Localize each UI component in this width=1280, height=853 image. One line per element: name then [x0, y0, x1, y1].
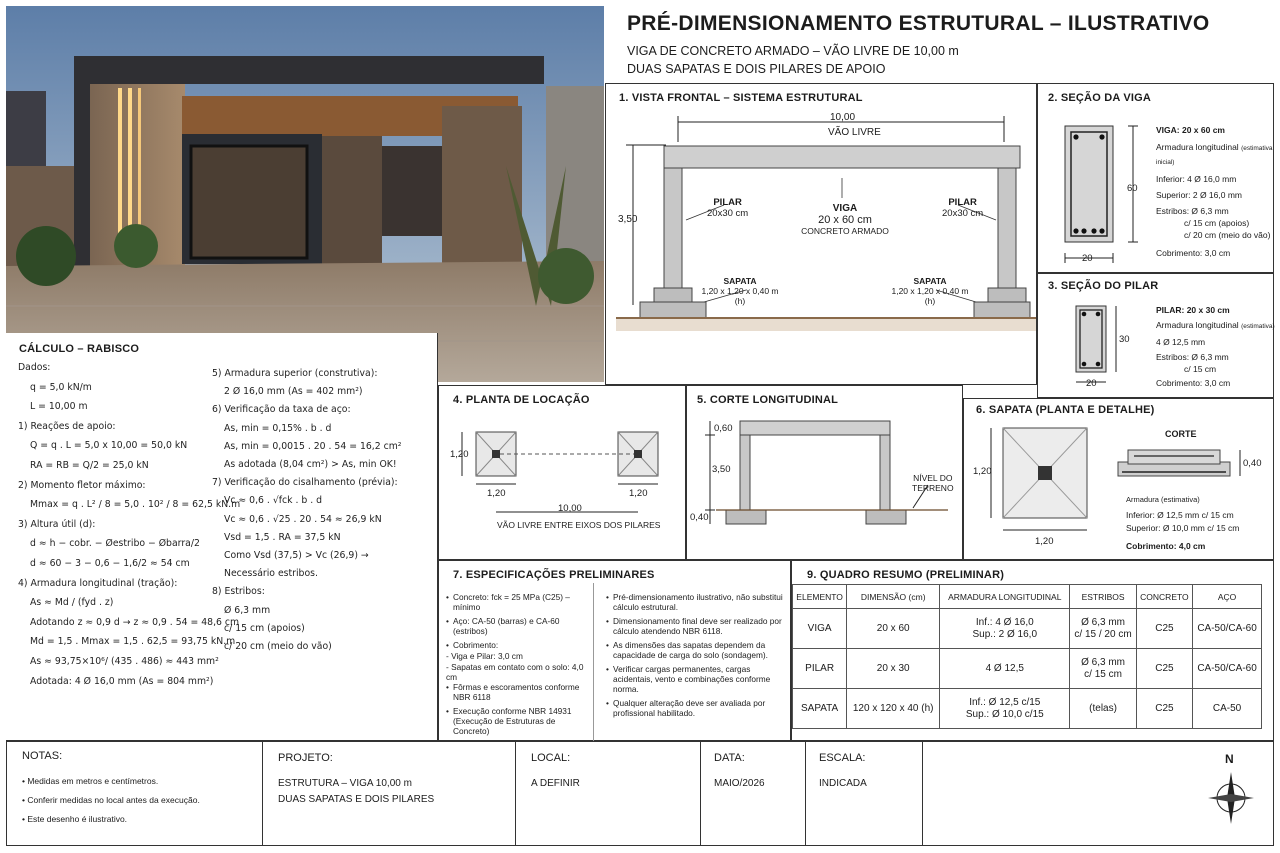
s1-pilar-left: PILAR 20x30 cm [707, 197, 749, 219]
s4-dim-a: 1,20 [487, 488, 506, 499]
table-header: DIMENSÃO (cm) [847, 585, 940, 609]
s1-pilar-right: PILAR 20x30 cm [942, 197, 984, 219]
s5-title: 5. CORTE LONGITUDINAL [697, 394, 839, 406]
s7-left-list: • Concreto: fck = 25 MPa (C25) – mínimo • Aço: CA-50 (barras) e CA-60 (estribos) • Cobrimento: - Viga e Pilar: 3,0 cm - Sapatas em contato com o solo: 4,0 cm • Fôrmas e escoramentos conforme NBR 6118 • Execução conforme NBR 14931 (Execução de Estruturas de Concreto) • [446, 592, 590, 764]
s2-specs: VIGA: 20 x 60 cm Armadura longitudinal (estimativa inicial) Inferior: 4 Ø 16,0 mm Superior: 2 Ø 16,0 mm Estribos: Ø 6,3 mm c/ 15 cm (apoios) c/ 20 cm (meio do vão) Cobrimento: 3,0 cm [1156, 125, 1273, 258]
table-cell: Ø 6,3 mm c/ 15 cm [1070, 649, 1136, 689]
column-section-drawing [1070, 302, 1140, 390]
calc-line: c/ 20 cm (meio do vão) [224, 641, 332, 652]
table-cell: CA-50 [1193, 689, 1262, 729]
s1-viga-label: VIGA 20 x 60 cm CONCRETO ARMADO [801, 203, 889, 236]
table-cell: C25 [1136, 689, 1192, 729]
table-cell: 120 x 120 x 40 (h) [847, 689, 940, 729]
table-cell: 20 x 60 [847, 609, 940, 649]
calc-title: CÁLCULO – RABISCO [19, 343, 140, 355]
footer-notes: NOTAS: • Medidas em metros e centímetros. • Conferir medidas no local antes da execução. • Este desenho é ilustrativo. [22, 750, 200, 833]
s1-title: 1. VISTA FRONTAL – SISTEMA ESTRUTURAL [619, 92, 863, 104]
page-title: PRÉ-DIMENSIONAMENTO ESTRUTURAL – ILUSTRATIVO [627, 12, 1210, 35]
compass-rose-icon [1208, 768, 1254, 828]
table-cell: (telas) [1070, 689, 1136, 729]
s7-right-list: • Pré-dimensionamento ilustrativo, não substitui cálculo estrutural. • Dimensionamento final deve ser realizado por cálculo atendendo NBR 6118. • As dimensões das sapatas dependem da capacidade de carga do solo (sondagem). • Verificar cargas permanentes, cargas acidentais, vento e combinações conforme norma. • Qualquer alteração deve ser avaliada por profissional habilitado. [606, 592, 790, 722]
calc-line: Adotada: 4 Ø 16,0 mm (As = 804 mm²) [30, 675, 214, 687]
calc-line: d ≈ h − cobr. − Øestribo − Øbarra/2 [30, 538, 200, 550]
calc-line: As ≈ Md / (fyd . z) [30, 597, 114, 609]
s1-sapata-right: SAPATA 1,20 x 1,20 x 0,40 m (h) [891, 276, 969, 306]
calc-line: L = 10,00 m [30, 401, 88, 413]
table-header: ELEMENTO [793, 585, 847, 609]
s5-ground-label: NÍVEL DO TERRENO [912, 473, 954, 493]
s3-specs: PILAR: 20 x 30 cm Armadura longitudinal (estimativa) 4 Ø 12,5 mm Estribos: Ø 6,3 mm c/ 15 cm Cobrimento: 3,0 cm [1156, 305, 1275, 388]
table-cell: Ø 6,3 mm c/ 15 / 20 cm [1070, 609, 1136, 649]
calc-line: 5) Armadura superior (construtiva): [212, 368, 378, 379]
s7-title: 7. ESPECIFICAÇÕES PRELIMINARES [453, 569, 655, 581]
table-cell: C25 [1136, 609, 1192, 649]
table-cell: CA-50/CA-60 [1193, 649, 1262, 689]
s4-dim-b: 1,20 [629, 488, 648, 499]
s2-width: 20 [1082, 253, 1093, 264]
table-cell: Inf.: Ø 12,5 c/15 Sup.: Ø 10,0 c/15 [940, 689, 1070, 729]
calc-line: Ø 6,3 mm [224, 604, 271, 616]
table-header: CONCRETO [1136, 585, 1192, 609]
s1-span-value: 10,00 [830, 112, 856, 123]
calc-line: 4) Armadura longitudinal (tração): [18, 577, 178, 589]
calc-line: Vc ≈ 0,6 . √25 . 20 . 54 ≈ 26,9 kN [224, 513, 382, 525]
s6-dim-h: 1,20 [1035, 536, 1054, 547]
s1-height: 3,50 [618, 214, 638, 225]
s4-label: VÃO LIVRE ENTRE EIXOS DOS PILARES [497, 520, 661, 530]
table-cell: SAPATA [793, 689, 847, 729]
calc-line: As, min = 0,0015 . 20 . 54 = 16,2 cm² [224, 440, 402, 452]
s3-height: 30 [1119, 334, 1130, 345]
calc-line: Adotando z ≈ 0,9 d → z ≈ 0,9 . 54 = 48,6 cm [30, 616, 240, 628]
page-subtitle-2: DUAS SAPATAS E DOIS PILARES DE APOIO [627, 62, 886, 76]
s6-corte-label: CORTE [1165, 429, 1197, 439]
s4-span: 10,00 [558, 503, 582, 514]
footer-date: DATA: MAIO/2026 [714, 752, 765, 789]
s6-h: 0,40 [1243, 458, 1262, 469]
calc-line: Vc ≈ 0,6 . √fck . b . d [224, 495, 323, 507]
table-cell: VIGA [793, 609, 847, 649]
s5-d1: 0,60 [714, 423, 733, 434]
s1-sapata-left: SAPATA 1,20 x 1,20 x 0,40 m (h) [701, 276, 779, 306]
calc-line: As adotada (8,04 cm²) > As, min OK! [224, 459, 397, 470]
s5-d2: 3,50 [712, 464, 731, 475]
s5-d3: 0,40 [690, 512, 709, 523]
table-cell: C25 [1136, 649, 1192, 689]
calc-line: 2) Momento fletor máximo: [18, 479, 146, 491]
calc-line: As ≈ 93,75×10⁶/ (435 . 486) ≈ 443 mm² [30, 656, 219, 667]
calc-line: Como Vsd (37,5) > Vc (26,9) → [224, 550, 369, 561]
calc-line: 8) Estribos: [212, 586, 265, 598]
table-cell: CA-50/CA-60 [1193, 609, 1262, 649]
s3-width: 20 [1086, 378, 1097, 389]
calc-line: Q = q . L = 5,0 x 10,00 = 50,0 kN [30, 440, 188, 452]
footer-project: PROJETO: ESTRUTURA – VIGA 10,00 m DUAS SAPATAS E DOIS PILARES [278, 752, 435, 805]
calc-line: As, min = 0,15% . b . d [224, 422, 332, 434]
calc-line: Vsd = 1,5 . RA = 37,5 kN [224, 531, 341, 543]
s4-title: 4. PLANTA DE LOCAÇÃO [453, 394, 590, 406]
calc-line: 6) Verificação da taxa de aço: [212, 404, 351, 416]
summary-table [792, 584, 1262, 729]
calc-line: 3) Altura útil (d): [18, 518, 96, 530]
footing-plan-drawing [975, 422, 1095, 542]
table-cell: 20 x 30 [847, 649, 940, 689]
table-cell: 4 Ø 12,5 [940, 649, 1070, 689]
table-cell: Inf.: 4 Ø 16,0 Sup.: 2 Ø 16,0 [940, 609, 1070, 649]
calc-line: Dados: [18, 362, 51, 373]
table-header: ESTRIBOS [1070, 585, 1136, 609]
s6-title: 6. SAPATA (PLANTA E DETALHE) [976, 404, 1155, 416]
calc-line: RA = RB = Q/2 = 25,0 kN [30, 460, 149, 471]
table-row [793, 649, 1262, 689]
s2-title: 2. SEÇÃO DA VIGA [1048, 92, 1152, 104]
s3-title: 3. SEÇÃO DO PILAR [1048, 280, 1159, 292]
calc-line: Mmax = q . L² / 8 = 5,0 . 10² / 8 = 62,5 kN.m [30, 499, 241, 511]
calc-line: 1) Reações de apoio: [18, 420, 116, 432]
s4-dim-left: 1,20 [450, 449, 469, 460]
page-subtitle-1: VIGA DE CONCRETO ARMADO – VÃO LIVRE DE 10,00 m [627, 44, 959, 58]
calc-line: 2 Ø 16,0 mm (As = 402 mm²) [224, 386, 363, 398]
calc-line: d ≈ 60 − 3 − 0,6 − 1,6/2 ≈ 54 cm [30, 558, 190, 569]
s6-dim-v: 1,20 [973, 466, 992, 477]
calc-line: Necessário estribos. [224, 568, 318, 580]
footer-local: LOCAL: A DEFINIR [531, 752, 580, 789]
calc-line: c/ 15 cm (apoios) [224, 622, 305, 634]
footer-scale: ESCALA: INDICADA [819, 752, 867, 789]
s9-title: 9. QUADRO RESUMO (PRELIMINAR) [807, 569, 1005, 581]
calc-line: Md = 1,5 . Mmax = 1,5 . 62,5 = 93,75 kN.m [30, 636, 236, 648]
table-header: AÇO [1193, 585, 1262, 609]
s2-height: 60 [1127, 183, 1138, 194]
table-row [793, 689, 1262, 729]
table-header: ARMADURA LONGITUDINAL [940, 585, 1070, 609]
beam-section-drawing [1058, 120, 1148, 270]
s1-span-label: VÃO LIVRE [828, 127, 881, 138]
calc-line: 7) Verificação do cisalhamento (prévia): [212, 477, 398, 489]
s6-specs: Armadura (estimativa) Inferior: Ø 12,5 mm c/ 15 cm Superior: Ø 10,0 mm c/ 15 cm Cobrimento: 4,0 cm [1126, 495, 1240, 551]
north-label: N [1225, 752, 1234, 766]
house-photo [6, 6, 604, 382]
table-row [793, 609, 1262, 649]
table-cell: PILAR [793, 649, 847, 689]
footing-detail-drawing [1114, 442, 1264, 482]
calc-line: q = 5,0 kN/m [30, 381, 92, 393]
